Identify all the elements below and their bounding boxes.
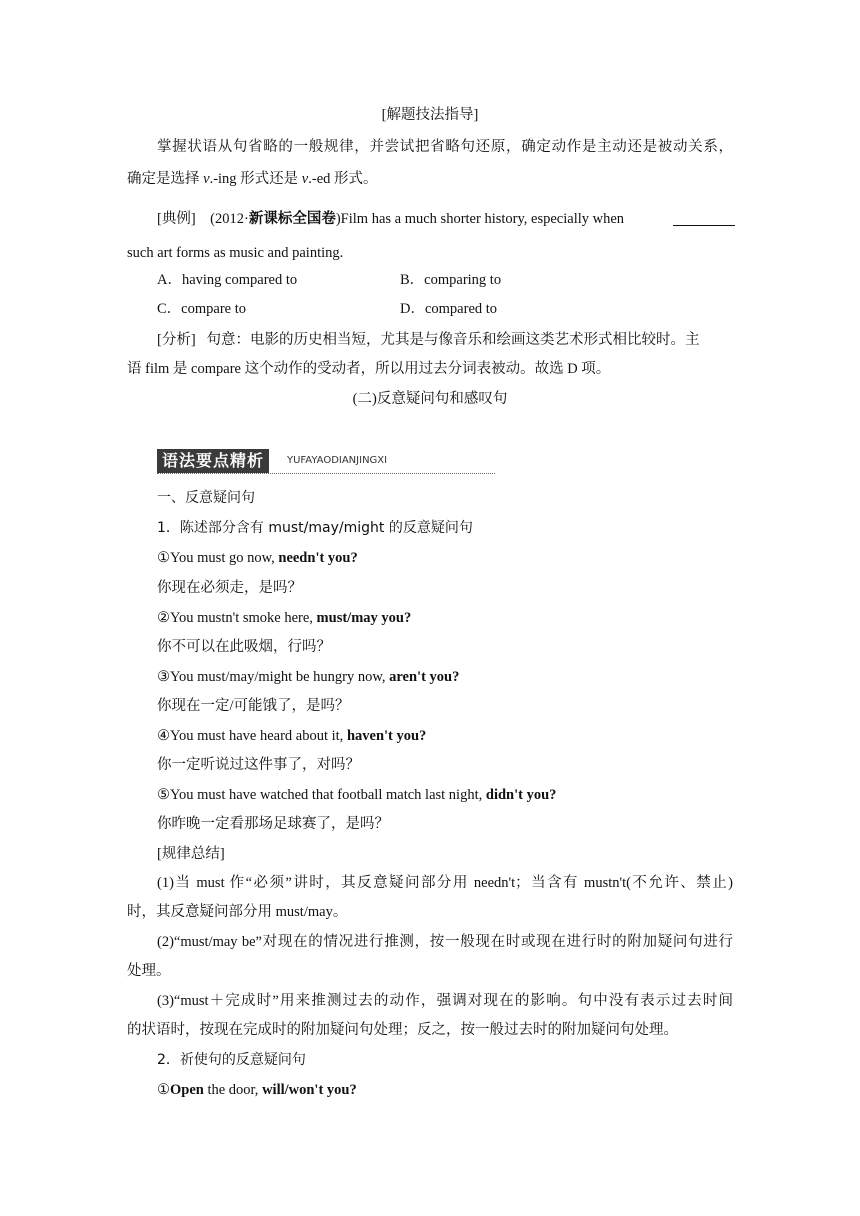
example-4-zh: 你一定听说过这件事了，对吗？ — [157, 757, 360, 773]
example-2-en — [157, 608, 411, 628]
rule-3-line-1: (3)“must＋完成时”用来推测过去的动作，强调对现在的影响。句中没有表示过去时间 — [157, 993, 733, 1009]
example-3-tag: aren't you? — [389, 669, 460, 685]
banner-divider — [157, 473, 495, 474]
analysis-line-1 — [157, 330, 733, 350]
example-line-2: such art forms as music and painting. — [127, 245, 344, 261]
tips-heading: [解题技法指导] — [381, 107, 479, 123]
rule-2-line-1: (2)“must/may be”对现在的情况进行推测，按一般现在时或现在进行时的附加疑问句进行 — [157, 934, 733, 950]
example-2-zh: 你不可以在此吸烟，行吗？ — [157, 639, 331, 655]
sub2-heading: 2．祈使句的反意疑问句 — [157, 1052, 306, 1068]
example-3-sentence: ③You must/may/might be hungry now, — [157, 669, 390, 685]
example-text: )Film has a much shorter history, especially when — [335, 211, 625, 227]
example-2-tag: must/may you? — [316, 610, 412, 626]
tips-line-2-a: 确定是选择 — [127, 171, 204, 187]
example-1-zh: 你现在必须走，是吗？ — [157, 580, 302, 596]
tips-line-2-c: .-ed 形式。 — [308, 171, 378, 187]
grammar-banner: 语法要点精析 — [157, 449, 269, 473]
analysis-line-2: 语 film 是 compare 这个动作的受动者，所以用过去分词表被动。故选 D 项。 — [127, 361, 611, 377]
imperative-tag: will/won't you? — [262, 1082, 357, 1098]
example-2-sentence: ②You mustn't smoke here, — [157, 610, 317, 626]
example-3-zh: 你现在一定/可能饿了，是吗？ — [157, 698, 350, 714]
tips-line-2-v1: v — [203, 171, 210, 187]
example-5-zh: 你昨晚一定看那场足球赛了，是吗？ — [157, 816, 389, 832]
rule-1-line-2: 时，其反意疑问部分用 must/may。 — [127, 904, 348, 920]
example-4-sentence: ④You must have heard about it, — [157, 728, 347, 744]
example-1-en — [157, 548, 358, 568]
section-title: (二)反意疑问句和感叹句 — [352, 391, 508, 407]
tips-line-2 — [127, 169, 378, 189]
imperative-mid: the door, — [203, 1082, 263, 1098]
rule-1-line-1: (1)当 must 作“必须”讲时，其反意疑问部分用 needn't；当含有 mustn't(不允许、禁止) — [157, 875, 733, 891]
rule-2-line-2: 处理。 — [127, 963, 171, 979]
tips-line-2-v2: v — [301, 171, 309, 187]
option-b: B．comparing to — [400, 272, 502, 288]
example-source: 新课标全国卷 — [248, 211, 336, 227]
example-5-tag: didn't you? — [485, 787, 557, 803]
example-5-sentence: ⑤You must have watched that football match last night, — [157, 787, 486, 803]
tips-line-2-b: .-ing 形式还是 — [209, 171, 302, 187]
tips-line-1: 掌握状语从句省略的一般规律，并尝试把省略句还原，确定动作是主动还是被动关系， — [157, 139, 733, 155]
grammar-banner-pinyin: YUFAYAODIANJINGXI — [287, 455, 388, 466]
part1-heading: 一、反意疑问句 — [157, 490, 255, 506]
example-1-sentence: ①You must go now, — [157, 550, 279, 566]
option-d: D．compared to — [400, 301, 498, 317]
answer-blank — [673, 211, 735, 226]
option-c: C．compare to — [157, 301, 246, 317]
imperative-example — [157, 1080, 357, 1100]
option-a: A．having compared to — [157, 272, 298, 288]
rules-label: [规律总结] — [157, 846, 225, 862]
analysis-text-1: 句意：电影的历史相当短，尤其是与像音乐和绘画这类艺术形式相比较时。主 — [206, 332, 700, 348]
example-source-pre: (2012· — [210, 211, 249, 227]
example-question — [157, 209, 733, 229]
sub1-heading: 1．陈述部分含有 must/may/might 的反意疑问句 — [157, 520, 473, 536]
imperative-verb: Open — [170, 1082, 204, 1098]
imperative-num: ① — [157, 1082, 170, 1098]
example-4-en — [157, 726, 426, 746]
example-4-tag: haven't you? — [346, 728, 427, 744]
example-1-tag: needn't you? — [278, 550, 358, 566]
example-5-en — [157, 785, 556, 805]
rule-3-line-2: 的状语时，按现在完成时的附加疑问句处理；反之，按一般过去时的附加疑问句处理。 — [127, 1022, 678, 1038]
example-label: [典例] — [157, 211, 196, 227]
example-3-en — [157, 667, 459, 687]
analysis-label: [分析] — [157, 332, 196, 348]
